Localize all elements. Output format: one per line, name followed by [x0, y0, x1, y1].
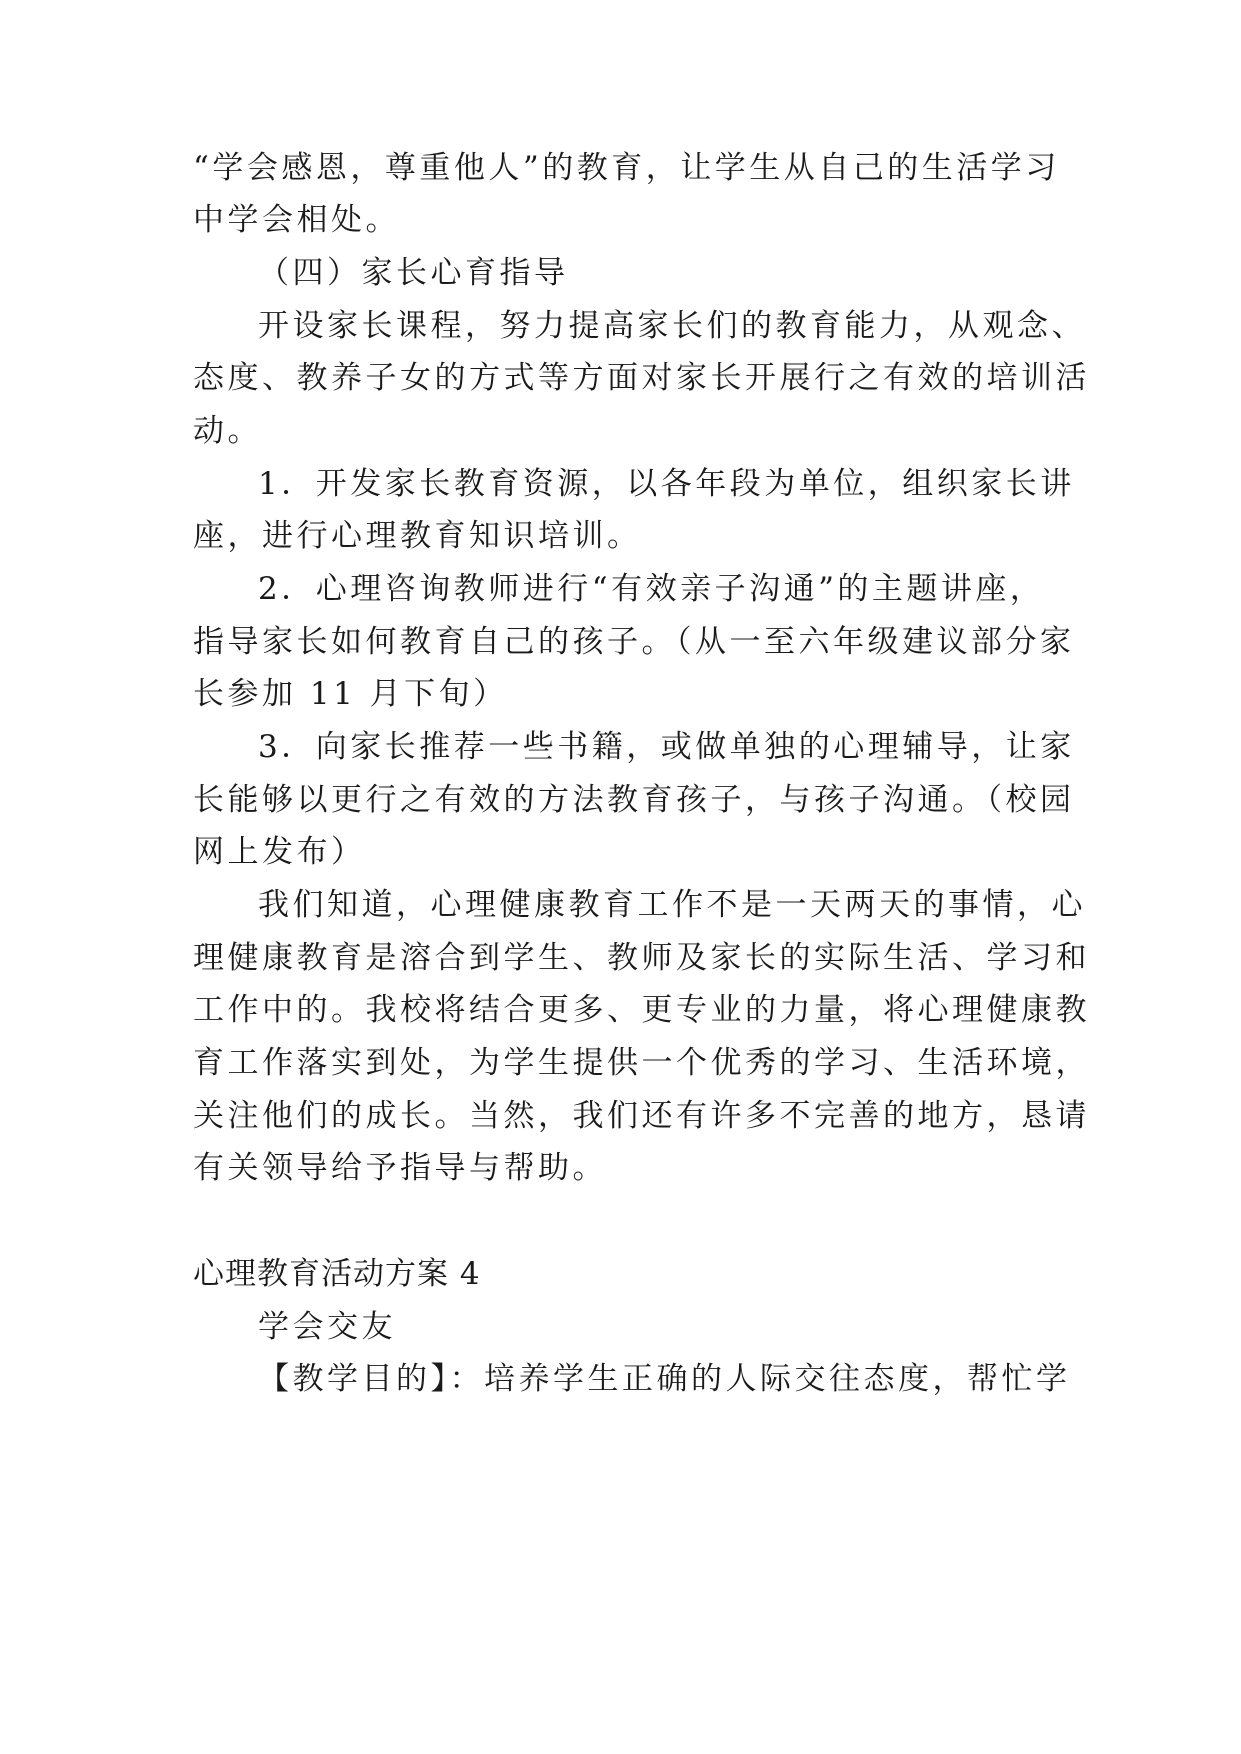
- list-item-line: 2．心理咨询教师进行“有效亲子沟通”的主题讲座，: [258, 571, 1045, 607]
- section-title: 心理教育活动方案 4: [193, 1256, 481, 1292]
- paragraph-line: 关注他们的成长。当然，我们还有许多不完善的地方，恳请: [193, 1098, 1090, 1134]
- paragraph-line: 中学会相处。: [193, 202, 400, 238]
- paragraph-line: 理健康教育是溶合到学生、教师及家长的实际生活、学习和: [193, 940, 1090, 976]
- section-heading: （四）家长心育指导: [258, 255, 569, 291]
- paragraph-line: 动。: [193, 413, 262, 449]
- list-item-line: 座，进行心理教育知识培训。: [193, 518, 642, 554]
- list-item-line: 长参加 11 月下旬）: [193, 676, 508, 712]
- paragraph-line: 有关领导给予指导与帮助。: [193, 1150, 607, 1186]
- paragraph-line: 我们知道，心理健康教育工作不是一天两天的事情，心: [258, 887, 1086, 923]
- paragraph-line: 开设家长课程，努力提高家长们的教育能力，从观念、: [258, 308, 1086, 344]
- list-item-line: 指导家长如何教育自己的孩子。（从一至六年级建议部分家: [193, 624, 1075, 660]
- lesson-subtitle: 学会交友: [258, 1309, 396, 1345]
- paragraph-line: 育工作落实到处，为学生提供一个优秀的学习、生活环境，: [193, 1045, 1090, 1081]
- paragraph-line: 工作中的。我校将结合更多、更专业的力量，将心理健康教: [193, 992, 1090, 1028]
- paragraph-line: “学会感恩，尊重他人”的教育，让学生从自己的生活学习: [193, 150, 1060, 186]
- objective-line: 【教学目的】：培养学生正确的人际交往态度，帮忙学: [258, 1361, 1071, 1397]
- paragraph-line: 态度、教养子女的方式等方面对家长开展行之有效的培训活: [193, 360, 1090, 396]
- list-item-line: 网上发布）: [193, 834, 366, 870]
- list-item-line: 长能够以更行之有效的方法教育孩子，与孩子沟通。（校园: [193, 782, 1075, 818]
- list-item-line: 1．开发家长教育资源，以各年段为单位，组织家长讲: [258, 466, 1075, 502]
- list-item-line: 3．向家长推荐一些书籍，或做单独的心理辅导，让家: [258, 729, 1075, 765]
